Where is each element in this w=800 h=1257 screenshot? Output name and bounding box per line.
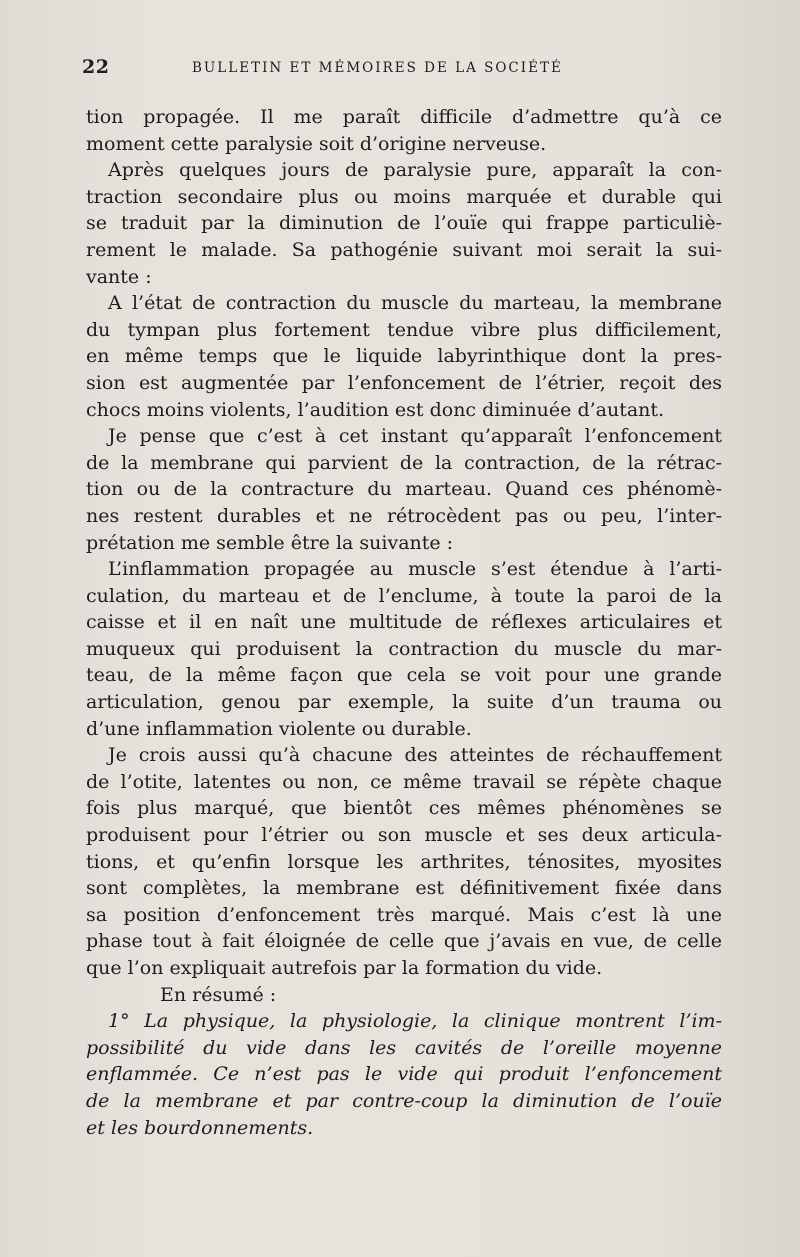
text-line: se traduit par la diminution de l’ouïe qui frappe particuliè- [86, 212, 722, 235]
text-line: d’une inflammation violente ou durable. [86, 717, 472, 740]
text-line: Je crois aussi qu’à chacune des atteintes de réchauffement [108, 744, 722, 767]
text-line: moment cette paralysie soit d’origine nerveuse. [86, 132, 547, 155]
text-line: rement le malade. Sa pathogénie suivant moi serait la sui- [86, 238, 722, 261]
text-line: L’inflammation propagée au muscle s’est étendue à l’arti- [108, 558, 722, 581]
text-line: tion propagée. Il me paraît difficile d’admettre qu’à ce [86, 106, 722, 128]
text-line: Je pense que c’est à cet instant qu’apparaît l’enfoncement [108, 425, 722, 448]
text-line: que l’on expliquait autrefois par la formation du vide. [86, 957, 603, 979]
page-number: 22 [82, 56, 110, 78]
text-line: 1° La physique, la physiologie, la clinique montrent l’im- [108, 1010, 722, 1033]
text-line: phase tout à fait éloignée de celle que j’avais en vue, de celle [86, 930, 722, 953]
text-line: caisse et il en naît une multitude de réflexes articulaires et [86, 611, 722, 634]
text-line: enflammée. Ce n’est pas le vide qui produit l’enfoncement [86, 1063, 722, 1086]
text-line: nes restent durables et ne rétrocèdent pas ou peu, l’inter- [86, 504, 722, 527]
text-line: en même temps que le liquide labyrinthique dont la pres- [86, 345, 722, 368]
text-line: tion ou de la contracture du marteau. Quand ces phénomè- [86, 478, 722, 501]
text-line: de l’otite, latentes ou non, ce même travail se répète chaque [86, 770, 722, 793]
page-header [82, 56, 722, 84]
text-line: tions, et qu’enfin lorsque les arthrites, ténosites, myosites [86, 850, 722, 873]
text-line: possibilité du vide dans les cavités de l’oreille moyenne [86, 1036, 722, 1059]
text-line: de la membrane qui parvient de la contraction, de la rétrac- [86, 451, 722, 474]
text-line: produisent pour l’étrier ou son muscle et ses deux articula- [86, 824, 722, 847]
text-line: A l’état de contraction du muscle du marteau, la membrane [108, 292, 722, 315]
text-line: sion est augmentée par l’enfoncement de l’étrier, reçoit des [86, 371, 722, 394]
text-line: et les bourdonnements. [86, 1116, 314, 1139]
text-line: sont complètes, la membrane est définitivement fixée dans [86, 877, 722, 900]
text-line: En résumé : [160, 983, 277, 1006]
text-line: traction secondaire plus ou moins marquée et durable qui [86, 185, 722, 208]
text-line: vante : [86, 265, 152, 288]
text-line: teau, de la même façon que cela se voit pour une grande [86, 664, 722, 687]
body-text [86, 104, 722, 1141]
text-line: de la membrane et par contre-coup la diminution de l’ouïe [86, 1089, 722, 1112]
text-line: du tympan plus fortement tendue vibre plus difficilement, [86, 318, 722, 341]
text-line: sa position d’enfoncement très marqué. Mais c’est là une [86, 903, 722, 926]
text-line: articulation, genou par exemple, la suite d’un trauma ou [86, 691, 722, 714]
text-line: muqueux qui produisent la contraction du muscle du mar- [86, 637, 722, 660]
text-line: culation, du marteau et de l’enclume, à toute la paroi de la [86, 584, 722, 607]
text-line: prétation me semble être la suivante : [86, 531, 454, 554]
text-line: fois plus marqué, que bientôt ces mêmes phénomènes se [86, 797, 722, 820]
running-head: BULLETIN ET MÉMOIRES DE LA SOCIÉTÉ [192, 60, 563, 76]
text-line: Après quelques jours de paralysie pure, apparaît la con- [108, 159, 722, 182]
text-line: chocs moins violents, l’audition est donc diminuée d’autant. [86, 398, 665, 421]
